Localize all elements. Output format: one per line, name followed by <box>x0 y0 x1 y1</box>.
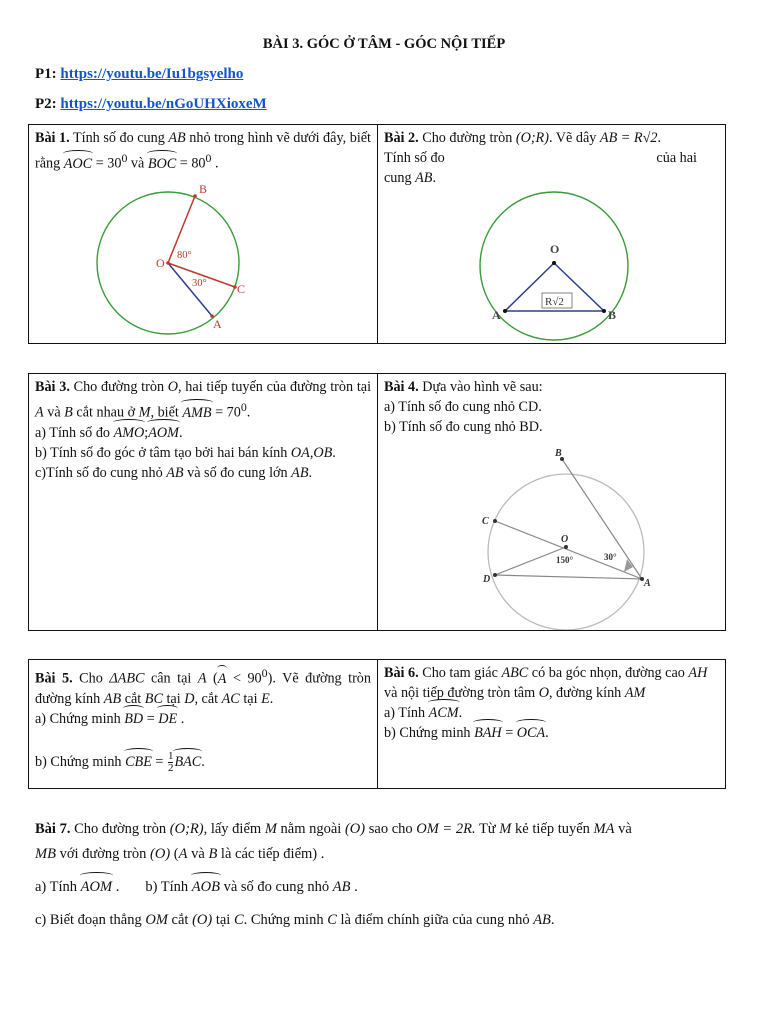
fig2-label-o: O <box>550 242 560 256</box>
exercise-6: Bài 6. Cho tam giác ABC có ba góc nhọn, đường cao AH và nội tiếp đường tròn tâm O, đường kính AM a) Tính ACM. b) Chứng minh BAH = OCA. <box>384 665 708 741</box>
fig4-circle <box>488 474 644 630</box>
link-line-p2 <box>35 96 267 113</box>
fig4-angle-150: 150° <box>556 555 574 565</box>
exercise-2: Bài 2. Cho đường tròn (O;R). Vẽ dây AB = R√2. Tính số đo của hai cung AB. O A B R√2 <box>378 125 725 343</box>
exercise-3: Bài 3. Cho đường tròn O, hai tiếp tuyến của đường tròn tại A và B cắt nhau ở M, biết AMB = $70^0$. a) Tính số đo AMO;AOM. b) Tính số đo góc ở tâm tạo bởi hai bán kính OA,OB. c)Tính số đo cung nhỏ AB và số đo cung lớn AB. <box>29 374 378 630</box>
fig1-angle-80: 80° <box>177 250 192 261</box>
fig4-da <box>495 575 642 579</box>
fig2-length: R√2 <box>545 296 564 308</box>
fig4-ca <box>495 521 642 579</box>
page-title: BÀI 3. GÓC Ở TÂM - GÓC NỘI TIẾP <box>262 36 506 52</box>
fig1-angle-30: 30° <box>192 278 207 289</box>
fig4-label-d: D <box>483 574 491 585</box>
exercise-4: Bài 4. Dựa vào hình vẽ sau: a) Tính số đo cung nhỏ CD. b) Tính số đo cung nhỏ BD. B C O D A 150° 30° <box>378 374 725 630</box>
fraction-half: $\frac{1}{2}$ <box>167 749 174 774</box>
fig2-label-a: A <box>492 308 501 322</box>
exercise-row-2 <box>28 373 726 631</box>
link-label-p2: P2: <box>35 96 57 112</box>
link-p2[interactable]: https://youtu.be/nGoUHXioxeM <box>60 96 267 112</box>
link-p1[interactable]: https://youtu.be/Iu1bgsyelho <box>60 66 244 82</box>
fig1-label-o: O <box>156 256 165 270</box>
fig4-label-c: C <box>482 516 489 527</box>
exercise-7: Bài 7. Cho đường tròn (O;R), lấy điểm M nằm ngoài (O) sao cho OM = 2R. Từ M kẻ tiếp tuyến MA và MB với đường tròn (O) (A và B là các tiếp điểm) . a) Tính AOM . b) Tính AOB và số đo cung nhỏ AB . c) Biết đoạn thẳng OM cắt (O) tại C. Chứng minh C là điểm chính giữa của cung nhỏ AB. <box>35 821 632 928</box>
fig1-label-b: B <box>199 182 208 196</box>
fig4-angle-30: 30° <box>604 552 617 562</box>
exercise-1: Bài 1. Tính số đo cung AB nhỏ trong hình vẽ dưới đây, biết rằng AOC = $30^0$ và BOC = $80^0$ . B O C A 80° 30° <box>29 125 378 343</box>
degree-mark: 0 <box>205 151 212 165</box>
link-label-p1: P1: <box>35 66 57 82</box>
fig4-label-a: A <box>644 578 651 589</box>
fig4-label-o: O <box>561 534 569 545</box>
exercise-5: Bài 5. Cho ΔABC cân tại A $(A < 90^0)$. Vẽ đường tròn đường kính AB cắt BC tại D, cắt AC tại E. a) Chứng minh BD = DE . b) Chứng minh CBE = $\frac{1}{2}$ BAC. <box>29 660 378 788</box>
figure-ex4 <box>378 444 725 630</box>
fig4-label-b: B <box>555 448 562 459</box>
fig1-label-c: C <box>237 282 246 296</box>
fig2-label-b: B <box>608 308 617 322</box>
fig4-ba <box>562 459 642 579</box>
exercise-row-1 <box>28 124 726 344</box>
figure-ex1 <box>29 177 378 342</box>
fig1-label-a: A <box>213 317 222 331</box>
figure-ex2 <box>378 187 725 342</box>
exercise-row-3 <box>28 659 726 789</box>
link-line-p1 <box>35 66 243 83</box>
fig2-circle <box>480 192 628 340</box>
